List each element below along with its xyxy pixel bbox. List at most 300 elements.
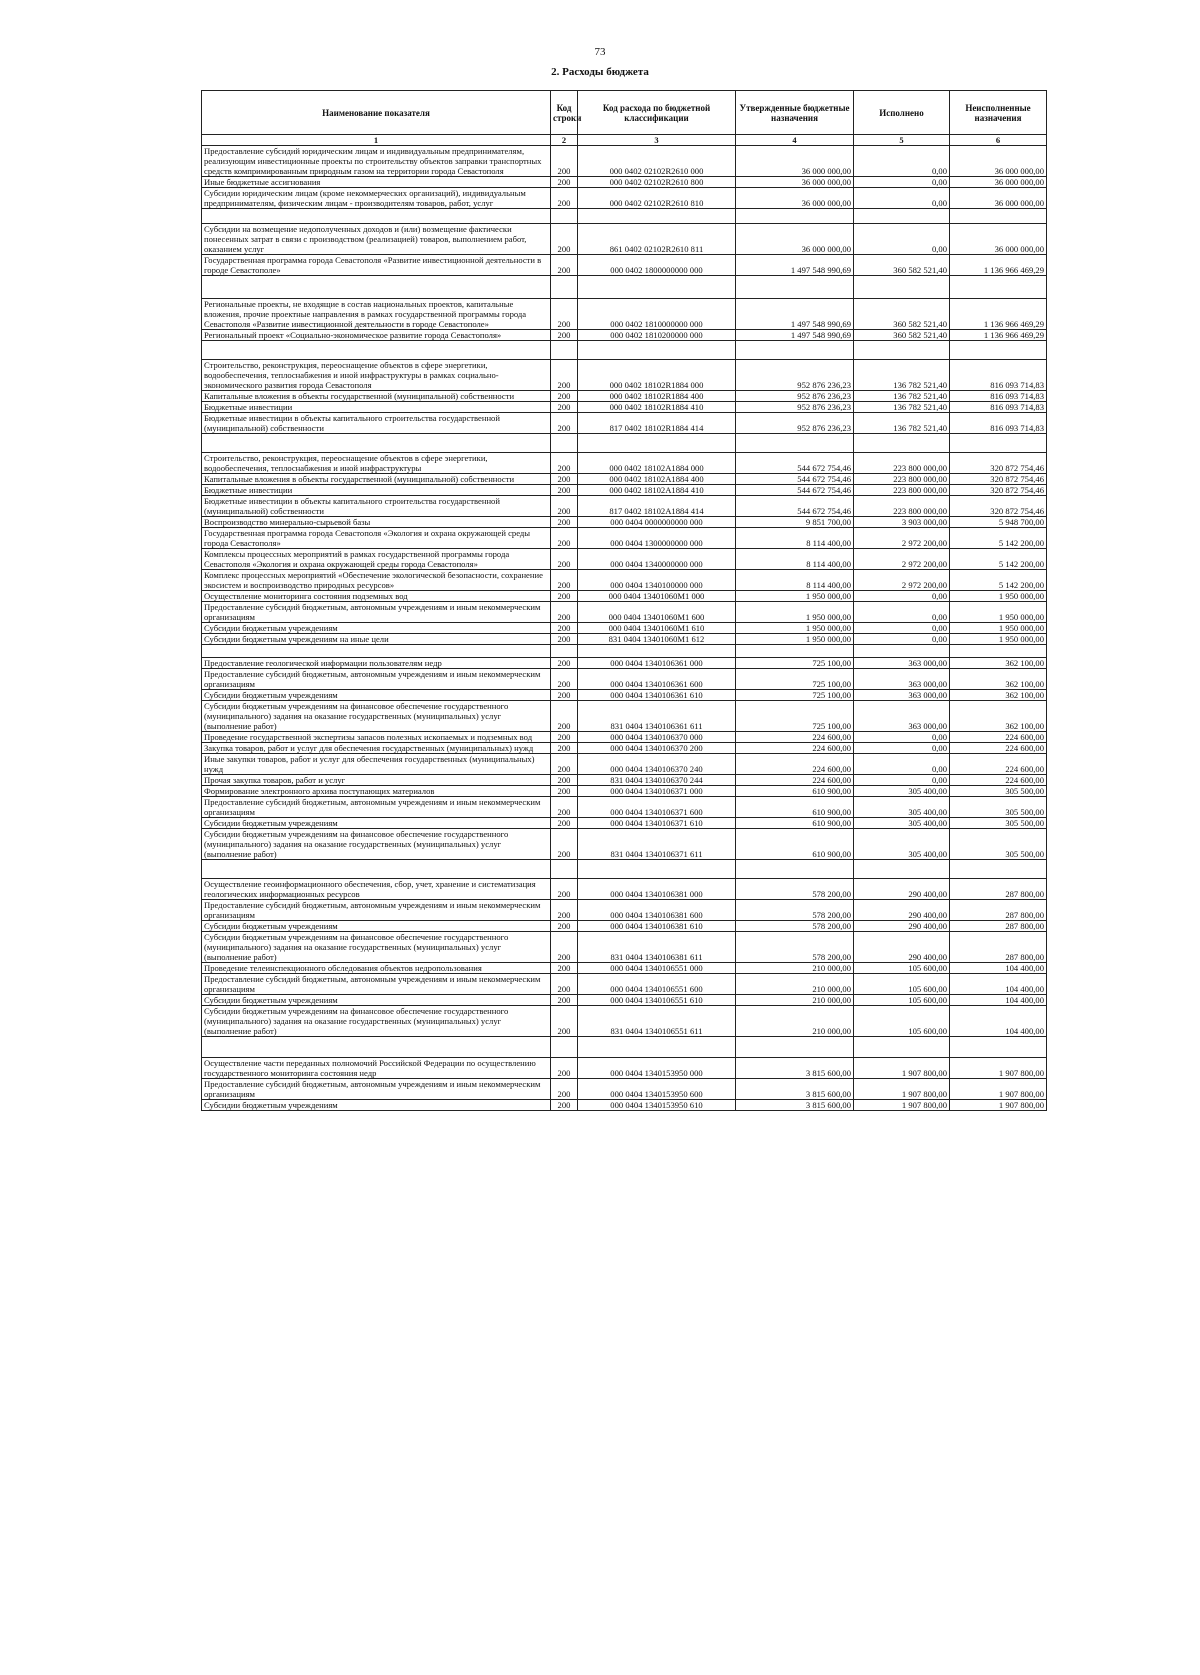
row-executed: 1 907 800,00 bbox=[854, 1058, 950, 1079]
row-line-code: 200 bbox=[551, 743, 578, 754]
row-name: Предоставление геологической информации пользователям недр bbox=[202, 658, 551, 669]
row-line-code: 200 bbox=[551, 932, 578, 963]
row-unexecuted: 5 142 200,00 bbox=[950, 549, 1047, 570]
column-number-row bbox=[202, 135, 1047, 146]
row-line-code: 200 bbox=[551, 549, 578, 570]
table-row bbox=[202, 974, 1047, 995]
table-row bbox=[202, 413, 1047, 434]
row-name: Государственная программа города Севастополя «Развитие инвестиционной деятельности в городе Севастополе» bbox=[202, 255, 551, 276]
row-approved: 224 600,00 bbox=[736, 775, 854, 786]
row-unexecuted: 1 950 000,00 bbox=[950, 602, 1047, 623]
row-unexecuted: 320 872 754,46 bbox=[950, 485, 1047, 496]
row-name: Комплексы процессных мероприятий в рамках государственной программы города Севастополя «Экология и охрана окружающей среды города Севастополя» bbox=[202, 549, 551, 570]
column-number: 3 bbox=[578, 135, 736, 146]
row-executed: 0,00 bbox=[854, 188, 950, 209]
row-executed: 0,00 bbox=[854, 146, 950, 177]
row-expense-code: 000 0404 1340106551 600 bbox=[578, 974, 736, 995]
row-unexecuted: 1 907 800,00 bbox=[950, 1058, 1047, 1079]
row-approved: 952 876 236,23 bbox=[736, 402, 854, 413]
row-line-code: 200 bbox=[551, 1100, 578, 1111]
row-executed: 223 800 000,00 bbox=[854, 485, 950, 496]
row-name: Строительство, реконструкция, переоснащение объектов в сфере энергетики, водообеспечения, теплоснабжения и иной инфраструктуры bbox=[202, 453, 551, 474]
table-row bbox=[202, 634, 1047, 645]
row-approved: 544 672 754,46 bbox=[736, 474, 854, 485]
row-name: Субсидии бюджетным учреждениям на финансовое обеспечение государственного (муниципального) задания на оказание государственных (муниципальных) услуг (выполнение работ) bbox=[202, 701, 551, 732]
row-approved: 210 000,00 bbox=[736, 995, 854, 1006]
table-row bbox=[202, 743, 1047, 754]
row-expense-code: 000 0404 1340106370 240 bbox=[578, 754, 736, 775]
row-line-code: 200 bbox=[551, 177, 578, 188]
spacer-row bbox=[202, 645, 1047, 658]
row-executed: 360 582 521,40 bbox=[854, 299, 950, 330]
table-row bbox=[202, 188, 1047, 209]
row-executed: 290 400,00 bbox=[854, 932, 950, 963]
row-unexecuted: 1 136 966 469,29 bbox=[950, 255, 1047, 276]
row-name: Предоставление субсидий бюджетным, автономным учреждениям и иным некоммерческим организациям bbox=[202, 797, 551, 818]
row-unexecuted: 224 600,00 bbox=[950, 732, 1047, 743]
budget-expenditures-table bbox=[201, 90, 1047, 1111]
row-approved: 952 876 236,23 bbox=[736, 360, 854, 391]
row-executed: 305 400,00 bbox=[854, 818, 950, 829]
row-unexecuted: 5 948 700,00 bbox=[950, 517, 1047, 528]
row-executed: 223 800 000,00 bbox=[854, 453, 950, 474]
row-expense-code: 000 0404 1340153950 000 bbox=[578, 1058, 736, 1079]
row-executed: 136 782 521,40 bbox=[854, 402, 950, 413]
row-expense-code: 831 0404 1340106361 611 bbox=[578, 701, 736, 732]
table-row bbox=[202, 549, 1047, 570]
row-approved: 36 000 000,00 bbox=[736, 177, 854, 188]
row-executed: 363 000,00 bbox=[854, 701, 950, 732]
table-row bbox=[202, 255, 1047, 276]
row-expense-code: 000 0404 1340000000 000 bbox=[578, 549, 736, 570]
row-line-code: 200 bbox=[551, 485, 578, 496]
row-expense-code: 831 0404 1340106371 611 bbox=[578, 829, 736, 860]
row-expense-code: 000 0404 13401060M1 000 bbox=[578, 591, 736, 602]
row-executed: 305 400,00 bbox=[854, 829, 950, 860]
row-line-code: 200 bbox=[551, 255, 578, 276]
row-line-code: 200 bbox=[551, 797, 578, 818]
table-row bbox=[202, 818, 1047, 829]
row-executed: 0,00 bbox=[854, 634, 950, 645]
row-executed: 3 903 000,00 bbox=[854, 517, 950, 528]
table-row bbox=[202, 330, 1047, 341]
row-approved: 610 900,00 bbox=[736, 797, 854, 818]
row-expense-code: 000 0404 13401060M1 610 bbox=[578, 623, 736, 634]
row-approved: 1 950 000,00 bbox=[736, 591, 854, 602]
row-name: Воспроизводство минерально-сырьевой базы bbox=[202, 517, 551, 528]
table-row bbox=[202, 623, 1047, 634]
row-name: Формирование электронного архива поступающих материалов bbox=[202, 786, 551, 797]
row-expense-code: 000 0402 1800000000 000 bbox=[578, 255, 736, 276]
row-executed: 290 400,00 bbox=[854, 900, 950, 921]
row-expense-code: 000 0404 1340106361 000 bbox=[578, 658, 736, 669]
table-row bbox=[202, 879, 1047, 900]
table-row bbox=[202, 602, 1047, 623]
row-unexecuted: 305 500,00 bbox=[950, 829, 1047, 860]
row-expense-code: 000 0402 18102R1884 400 bbox=[578, 391, 736, 402]
spacer-row bbox=[202, 1037, 1047, 1058]
row-unexecuted: 5 142 200,00 bbox=[950, 570, 1047, 591]
row-line-code: 200 bbox=[551, 1058, 578, 1079]
row-line-code: 200 bbox=[551, 146, 578, 177]
column-number: 6 bbox=[950, 135, 1047, 146]
header-executed: Исполнено bbox=[854, 91, 950, 135]
header-unexecuted: Неисполненные назначения bbox=[950, 91, 1047, 135]
table-row bbox=[202, 402, 1047, 413]
row-name: Субсидии бюджетным учреждениям bbox=[202, 690, 551, 701]
row-name: Предоставление субсидий бюджетным, автономным учреждениям и иным некоммерческим организациям bbox=[202, 900, 551, 921]
row-line-code: 200 bbox=[551, 528, 578, 549]
row-unexecuted: 36 000 000,00 bbox=[950, 224, 1047, 255]
row-unexecuted: 305 500,00 bbox=[950, 786, 1047, 797]
row-name: Субсидии бюджетным учреждениям на финансовое обеспечение государственного (муниципального) задания на оказание государственных (муниципальных) услуг (выполнение работ) bbox=[202, 932, 551, 963]
row-expense-code: 831 0404 1340106370 244 bbox=[578, 775, 736, 786]
row-unexecuted: 224 600,00 bbox=[950, 743, 1047, 754]
row-line-code: 200 bbox=[551, 701, 578, 732]
row-approved: 8 114 400,00 bbox=[736, 570, 854, 591]
row-expense-code: 861 0402 02102R2610 811 bbox=[578, 224, 736, 255]
table-row bbox=[202, 528, 1047, 549]
row-unexecuted: 1 907 800,00 bbox=[950, 1079, 1047, 1100]
row-name: Осуществление геоинформационного обеспечения, сбор, учет, хранение и систематизация геологических информационных ресурсов bbox=[202, 879, 551, 900]
table-row bbox=[202, 1006, 1047, 1037]
row-executed: 305 400,00 bbox=[854, 786, 950, 797]
row-executed: 0,00 bbox=[854, 224, 950, 255]
row-expense-code: 000 0404 1300000000 000 bbox=[578, 528, 736, 549]
column-number: 1 bbox=[202, 135, 551, 146]
row-name: Проведение государственной экспертизы запасов полезных ископаемых и подземных вод bbox=[202, 732, 551, 743]
table-row bbox=[202, 732, 1047, 743]
row-expense-code: 000 0404 1340106371 600 bbox=[578, 797, 736, 818]
row-name: Бюджетные инвестиции в объекты капитального строительства государственной (муниципальной) собственности bbox=[202, 496, 551, 517]
table-row bbox=[202, 570, 1047, 591]
row-expense-code: 000 0404 1340106551 000 bbox=[578, 963, 736, 974]
row-executed: 0,00 bbox=[854, 754, 950, 775]
row-name: Региональный проект «Социально-экономическое развитие города Севастополя» bbox=[202, 330, 551, 341]
row-expense-code: 000 0402 02102R2610 800 bbox=[578, 177, 736, 188]
table-row bbox=[202, 1079, 1047, 1100]
spacer-row bbox=[202, 434, 1047, 453]
row-name: Субсидии бюджетным учреждениям bbox=[202, 921, 551, 932]
row-unexecuted: 362 100,00 bbox=[950, 669, 1047, 690]
row-executed: 1 907 800,00 bbox=[854, 1079, 950, 1100]
table-body bbox=[202, 146, 1047, 1111]
row-line-code: 200 bbox=[551, 754, 578, 775]
header-line-code: Код строки bbox=[551, 91, 578, 135]
row-line-code: 200 bbox=[551, 1006, 578, 1037]
row-line-code: 200 bbox=[551, 496, 578, 517]
row-line-code: 200 bbox=[551, 786, 578, 797]
row-unexecuted: 362 100,00 bbox=[950, 658, 1047, 669]
row-expense-code: 000 0404 1340106381 600 bbox=[578, 900, 736, 921]
row-unexecuted: 1 950 000,00 bbox=[950, 623, 1047, 634]
row-line-code: 200 bbox=[551, 879, 578, 900]
row-unexecuted: 362 100,00 bbox=[950, 690, 1047, 701]
table-row bbox=[202, 995, 1047, 1006]
row-expense-code: 000 0404 1340106551 610 bbox=[578, 995, 736, 1006]
row-executed: 136 782 521,40 bbox=[854, 360, 950, 391]
row-approved: 1 497 548 990,69 bbox=[736, 330, 854, 341]
spacer-row bbox=[202, 209, 1047, 224]
row-unexecuted: 224 600,00 bbox=[950, 754, 1047, 775]
table-row bbox=[202, 921, 1047, 932]
row-approved: 1 497 548 990,69 bbox=[736, 299, 854, 330]
row-name: Капитальные вложения в объекты государственной (муниципальной) собственности bbox=[202, 474, 551, 485]
row-line-code: 200 bbox=[551, 413, 578, 434]
table-row bbox=[202, 786, 1047, 797]
row-expense-code: 000 0404 1340153950 610 bbox=[578, 1100, 736, 1111]
row-unexecuted: 1 907 800,00 bbox=[950, 1100, 1047, 1111]
row-line-code: 200 bbox=[551, 775, 578, 786]
table-row bbox=[202, 177, 1047, 188]
row-line-code: 200 bbox=[551, 517, 578, 528]
row-line-code: 200 bbox=[551, 900, 578, 921]
column-number: 2 bbox=[551, 135, 578, 146]
row-line-code: 200 bbox=[551, 829, 578, 860]
table-row bbox=[202, 932, 1047, 963]
row-unexecuted: 816 093 714,83 bbox=[950, 402, 1047, 413]
row-approved: 544 672 754,46 bbox=[736, 496, 854, 517]
row-executed: 360 582 521,40 bbox=[854, 330, 950, 341]
row-line-code: 200 bbox=[551, 570, 578, 591]
table-row bbox=[202, 591, 1047, 602]
table-row bbox=[202, 658, 1047, 669]
row-unexecuted: 362 100,00 bbox=[950, 701, 1047, 732]
row-unexecuted: 320 872 754,46 bbox=[950, 453, 1047, 474]
row-executed: 363 000,00 bbox=[854, 690, 950, 701]
row-executed: 363 000,00 bbox=[854, 669, 950, 690]
row-approved: 544 672 754,46 bbox=[736, 485, 854, 496]
row-approved: 725 100,00 bbox=[736, 658, 854, 669]
row-expense-code: 000 0404 1340106371 000 bbox=[578, 786, 736, 797]
row-executed: 0,00 bbox=[854, 177, 950, 188]
row-name: Закупка товаров, работ и услуг для обеспечения государственных (муниципальных) нужд bbox=[202, 743, 551, 754]
row-line-code: 200 bbox=[551, 299, 578, 330]
table-row bbox=[202, 485, 1047, 496]
row-name: Предоставление субсидий юридическим лицам и индивидуальным предпринимателям, реализующим инвестиционные проекты по строительству объектов заправки транспортных средств компримированным природным газом на территории города Севастополя bbox=[202, 146, 551, 177]
table-row bbox=[202, 690, 1047, 701]
row-unexecuted: 224 600,00 bbox=[950, 775, 1047, 786]
row-unexecuted: 287 800,00 bbox=[950, 932, 1047, 963]
row-unexecuted: 816 093 714,83 bbox=[950, 360, 1047, 391]
row-executed: 0,00 bbox=[854, 732, 950, 743]
table-row bbox=[202, 1058, 1047, 1079]
row-unexecuted: 816 093 714,83 bbox=[950, 413, 1047, 434]
row-executed: 105 600,00 bbox=[854, 974, 950, 995]
row-expense-code: 000 0404 1340106370 000 bbox=[578, 732, 736, 743]
row-approved: 36 000 000,00 bbox=[736, 146, 854, 177]
row-name: Иные закупки товаров, работ и услуг для обеспечения государственных (муниципальных) нужд bbox=[202, 754, 551, 775]
row-approved: 1 950 000,00 bbox=[736, 623, 854, 634]
row-line-code: 200 bbox=[551, 330, 578, 341]
row-name: Бюджетные инвестиции в объекты капитального строительства государственной (муниципальной) собственности bbox=[202, 413, 551, 434]
row-approved: 610 900,00 bbox=[736, 786, 854, 797]
row-name: Субсидии бюджетным учреждениям на финансовое обеспечение государственного (муниципального) задания на оказание государственных (муниципальных) услуг (выполнение работ) bbox=[202, 829, 551, 860]
row-approved: 9 851 700,00 bbox=[736, 517, 854, 528]
row-line-code: 200 bbox=[551, 402, 578, 413]
row-unexecuted: 287 800,00 bbox=[950, 921, 1047, 932]
row-line-code: 200 bbox=[551, 732, 578, 743]
row-line-code: 200 bbox=[551, 1079, 578, 1100]
header-approved: Утвержденные бюджетные назначения bbox=[736, 91, 854, 135]
row-name: Субсидии бюджетным учреждениям на финансовое обеспечение государственного (муниципального) задания на оказание государственных (муниципальных) услуг (выполнение работ) bbox=[202, 1006, 551, 1037]
row-line-code: 200 bbox=[551, 690, 578, 701]
row-executed: 2 972 200,00 bbox=[854, 528, 950, 549]
row-name: Субсидии бюджетным учреждениям на иные цели bbox=[202, 634, 551, 645]
table-row bbox=[202, 474, 1047, 485]
row-expense-code: 831 0404 1340106551 611 bbox=[578, 1006, 736, 1037]
row-approved: 578 200,00 bbox=[736, 879, 854, 900]
row-unexecuted: 1 950 000,00 bbox=[950, 634, 1047, 645]
row-line-code: 200 bbox=[551, 623, 578, 634]
row-name: Осуществление мониторинга состояния подземных вод bbox=[202, 591, 551, 602]
row-expense-code: 817 0402 18102R1884 414 bbox=[578, 413, 736, 434]
row-unexecuted: 104 400,00 bbox=[950, 1006, 1047, 1037]
row-unexecuted: 1 136 966 469,29 bbox=[950, 299, 1047, 330]
row-name: Бюджетные инвестиции bbox=[202, 402, 551, 413]
row-expense-code: 000 0404 0000000000 000 bbox=[578, 517, 736, 528]
row-line-code: 200 bbox=[551, 974, 578, 995]
row-unexecuted: 5 142 200,00 bbox=[950, 528, 1047, 549]
row-name: Осуществление части переданных полномочий Российской Федерации по осуществлению государственного мониторинга состояния недр bbox=[202, 1058, 551, 1079]
row-name: Иные бюджетные ассигнования bbox=[202, 177, 551, 188]
row-expense-code: 000 0404 1340106370 200 bbox=[578, 743, 736, 754]
row-name: Бюджетные инвестиции bbox=[202, 485, 551, 496]
table-row bbox=[202, 900, 1047, 921]
row-executed: 2 972 200,00 bbox=[854, 570, 950, 591]
row-unexecuted: 816 093 714,83 bbox=[950, 391, 1047, 402]
row-expense-code: 000 0402 02102R2610 810 bbox=[578, 188, 736, 209]
row-line-code: 200 bbox=[551, 474, 578, 485]
row-approved: 224 600,00 bbox=[736, 754, 854, 775]
row-executed: 290 400,00 bbox=[854, 921, 950, 932]
row-name: Субсидии бюджетным учреждениям bbox=[202, 623, 551, 634]
row-expense-code: 817 0402 18102A1884 414 bbox=[578, 496, 736, 517]
row-name: Строительство, реконструкция, переоснащение объектов в сфере энергетики, водообеспечения, теплоснабжения и иной инфраструктуры в рамках социально-экономического развития города Севастополя bbox=[202, 360, 551, 391]
row-expense-code: 831 0404 1340106381 611 bbox=[578, 932, 736, 963]
row-approved: 36 000 000,00 bbox=[736, 224, 854, 255]
row-unexecuted: 36 000 000,00 bbox=[950, 177, 1047, 188]
row-expense-code: 000 0404 1340153950 600 bbox=[578, 1079, 736, 1100]
row-name: Субсидии на возмещение недополученных доходов и (или) возмещение фактически понесенных затрат в связи с производством (реализацией) товаров, выполнением работ, оказанием услуг bbox=[202, 224, 551, 255]
row-executed: 0,00 bbox=[854, 775, 950, 786]
row-expense-code: 000 0402 1810000000 000 bbox=[578, 299, 736, 330]
row-line-code: 200 bbox=[551, 634, 578, 645]
row-line-code: 200 bbox=[551, 963, 578, 974]
row-unexecuted: 104 400,00 bbox=[950, 995, 1047, 1006]
section-title: 2. Расходы бюджета bbox=[551, 66, 649, 78]
row-unexecuted: 305 500,00 bbox=[950, 797, 1047, 818]
row-unexecuted: 320 872 754,46 bbox=[950, 496, 1047, 517]
row-expense-code: 000 0404 1340100000 000 bbox=[578, 570, 736, 591]
row-expense-code: 000 0402 18102R1884 410 bbox=[578, 402, 736, 413]
row-name: Капитальные вложения в объекты государственной (муниципальной) собственности bbox=[202, 391, 551, 402]
row-expense-code: 000 0404 1340106361 610 bbox=[578, 690, 736, 701]
row-line-code: 200 bbox=[551, 995, 578, 1006]
row-line-code: 200 bbox=[551, 818, 578, 829]
table-row bbox=[202, 224, 1047, 255]
row-name: Предоставление субсидий бюджетным, автономным учреждениям и иным некоммерческим организациям bbox=[202, 669, 551, 690]
row-unexecuted: 1 136 966 469,29 bbox=[950, 330, 1047, 341]
row-approved: 3 815 600,00 bbox=[736, 1079, 854, 1100]
table-row bbox=[202, 517, 1047, 528]
row-approved: 1 950 000,00 bbox=[736, 634, 854, 645]
column-number: 5 bbox=[854, 135, 950, 146]
page-number: 73 bbox=[594, 46, 606, 58]
table-row bbox=[202, 391, 1047, 402]
table-row bbox=[202, 299, 1047, 330]
table-row bbox=[202, 701, 1047, 732]
row-expense-code: 831 0404 13401060M1 612 bbox=[578, 634, 736, 645]
row-expense-code: 000 0402 18102A1884 000 bbox=[578, 453, 736, 474]
table-row bbox=[202, 1100, 1047, 1111]
row-executed: 136 782 521,40 bbox=[854, 391, 950, 402]
row-executed: 0,00 bbox=[854, 602, 950, 623]
row-expense-code: 000 0402 18102R1884 000 bbox=[578, 360, 736, 391]
spacer-row bbox=[202, 276, 1047, 299]
row-approved: 1 497 548 990,69 bbox=[736, 255, 854, 276]
row-name: Проведение телеинспекционного обследования объектов недропользования bbox=[202, 963, 551, 974]
row-expense-code: 000 0404 1340106371 610 bbox=[578, 818, 736, 829]
row-name: Предоставление субсидий бюджетным, автономным учреждениям и иным некоммерческим организациям bbox=[202, 602, 551, 623]
row-approved: 952 876 236,23 bbox=[736, 391, 854, 402]
row-executed: 105 600,00 bbox=[854, 995, 950, 1006]
row-approved: 544 672 754,46 bbox=[736, 453, 854, 474]
row-approved: 610 900,00 bbox=[736, 818, 854, 829]
row-expense-code: 000 0404 1340106361 600 bbox=[578, 669, 736, 690]
row-line-code: 200 bbox=[551, 921, 578, 932]
table-row bbox=[202, 963, 1047, 974]
row-approved: 210 000,00 bbox=[736, 963, 854, 974]
row-executed: 2 972 200,00 bbox=[854, 549, 950, 570]
row-executed: 0,00 bbox=[854, 743, 950, 754]
row-name: Субсидии бюджетным учреждениям bbox=[202, 818, 551, 829]
row-name: Субсидии бюджетным учреждениям bbox=[202, 995, 551, 1006]
row-line-code: 200 bbox=[551, 453, 578, 474]
row-name: Предоставление субсидий бюджетным, автономным учреждениям и иным некоммерческим организациям bbox=[202, 1079, 551, 1100]
table-row bbox=[202, 669, 1047, 690]
row-approved: 224 600,00 bbox=[736, 743, 854, 754]
row-line-code: 200 bbox=[551, 591, 578, 602]
row-line-code: 200 bbox=[551, 188, 578, 209]
row-approved: 36 000 000,00 bbox=[736, 188, 854, 209]
table-row bbox=[202, 797, 1047, 818]
header-indicator-name: Наименование показателя bbox=[202, 91, 551, 135]
row-expense-code: 000 0402 18102A1884 400 bbox=[578, 474, 736, 485]
row-executed: 0,00 bbox=[854, 591, 950, 602]
row-expense-code: 000 0402 02102R2610 000 bbox=[578, 146, 736, 177]
table-row bbox=[202, 146, 1047, 177]
column-number: 4 bbox=[736, 135, 854, 146]
row-executed: 105 600,00 bbox=[854, 1006, 950, 1037]
row-executed: 223 800 000,00 bbox=[854, 496, 950, 517]
row-expense-code: 000 0404 13401060M1 600 bbox=[578, 602, 736, 623]
row-executed: 223 800 000,00 bbox=[854, 474, 950, 485]
row-unexecuted: 104 400,00 bbox=[950, 974, 1047, 995]
row-approved: 725 100,00 bbox=[736, 690, 854, 701]
row-approved: 1 950 000,00 bbox=[736, 602, 854, 623]
row-unexecuted: 305 500,00 bbox=[950, 818, 1047, 829]
table-row bbox=[202, 496, 1047, 517]
row-approved: 3 815 600,00 bbox=[736, 1058, 854, 1079]
row-line-code: 200 bbox=[551, 669, 578, 690]
row-unexecuted: 1 950 000,00 bbox=[950, 591, 1047, 602]
row-line-code: 200 bbox=[551, 658, 578, 669]
row-line-code: 200 bbox=[551, 602, 578, 623]
row-approved: 8 114 400,00 bbox=[736, 549, 854, 570]
table-row bbox=[202, 453, 1047, 474]
row-approved: 610 900,00 bbox=[736, 829, 854, 860]
